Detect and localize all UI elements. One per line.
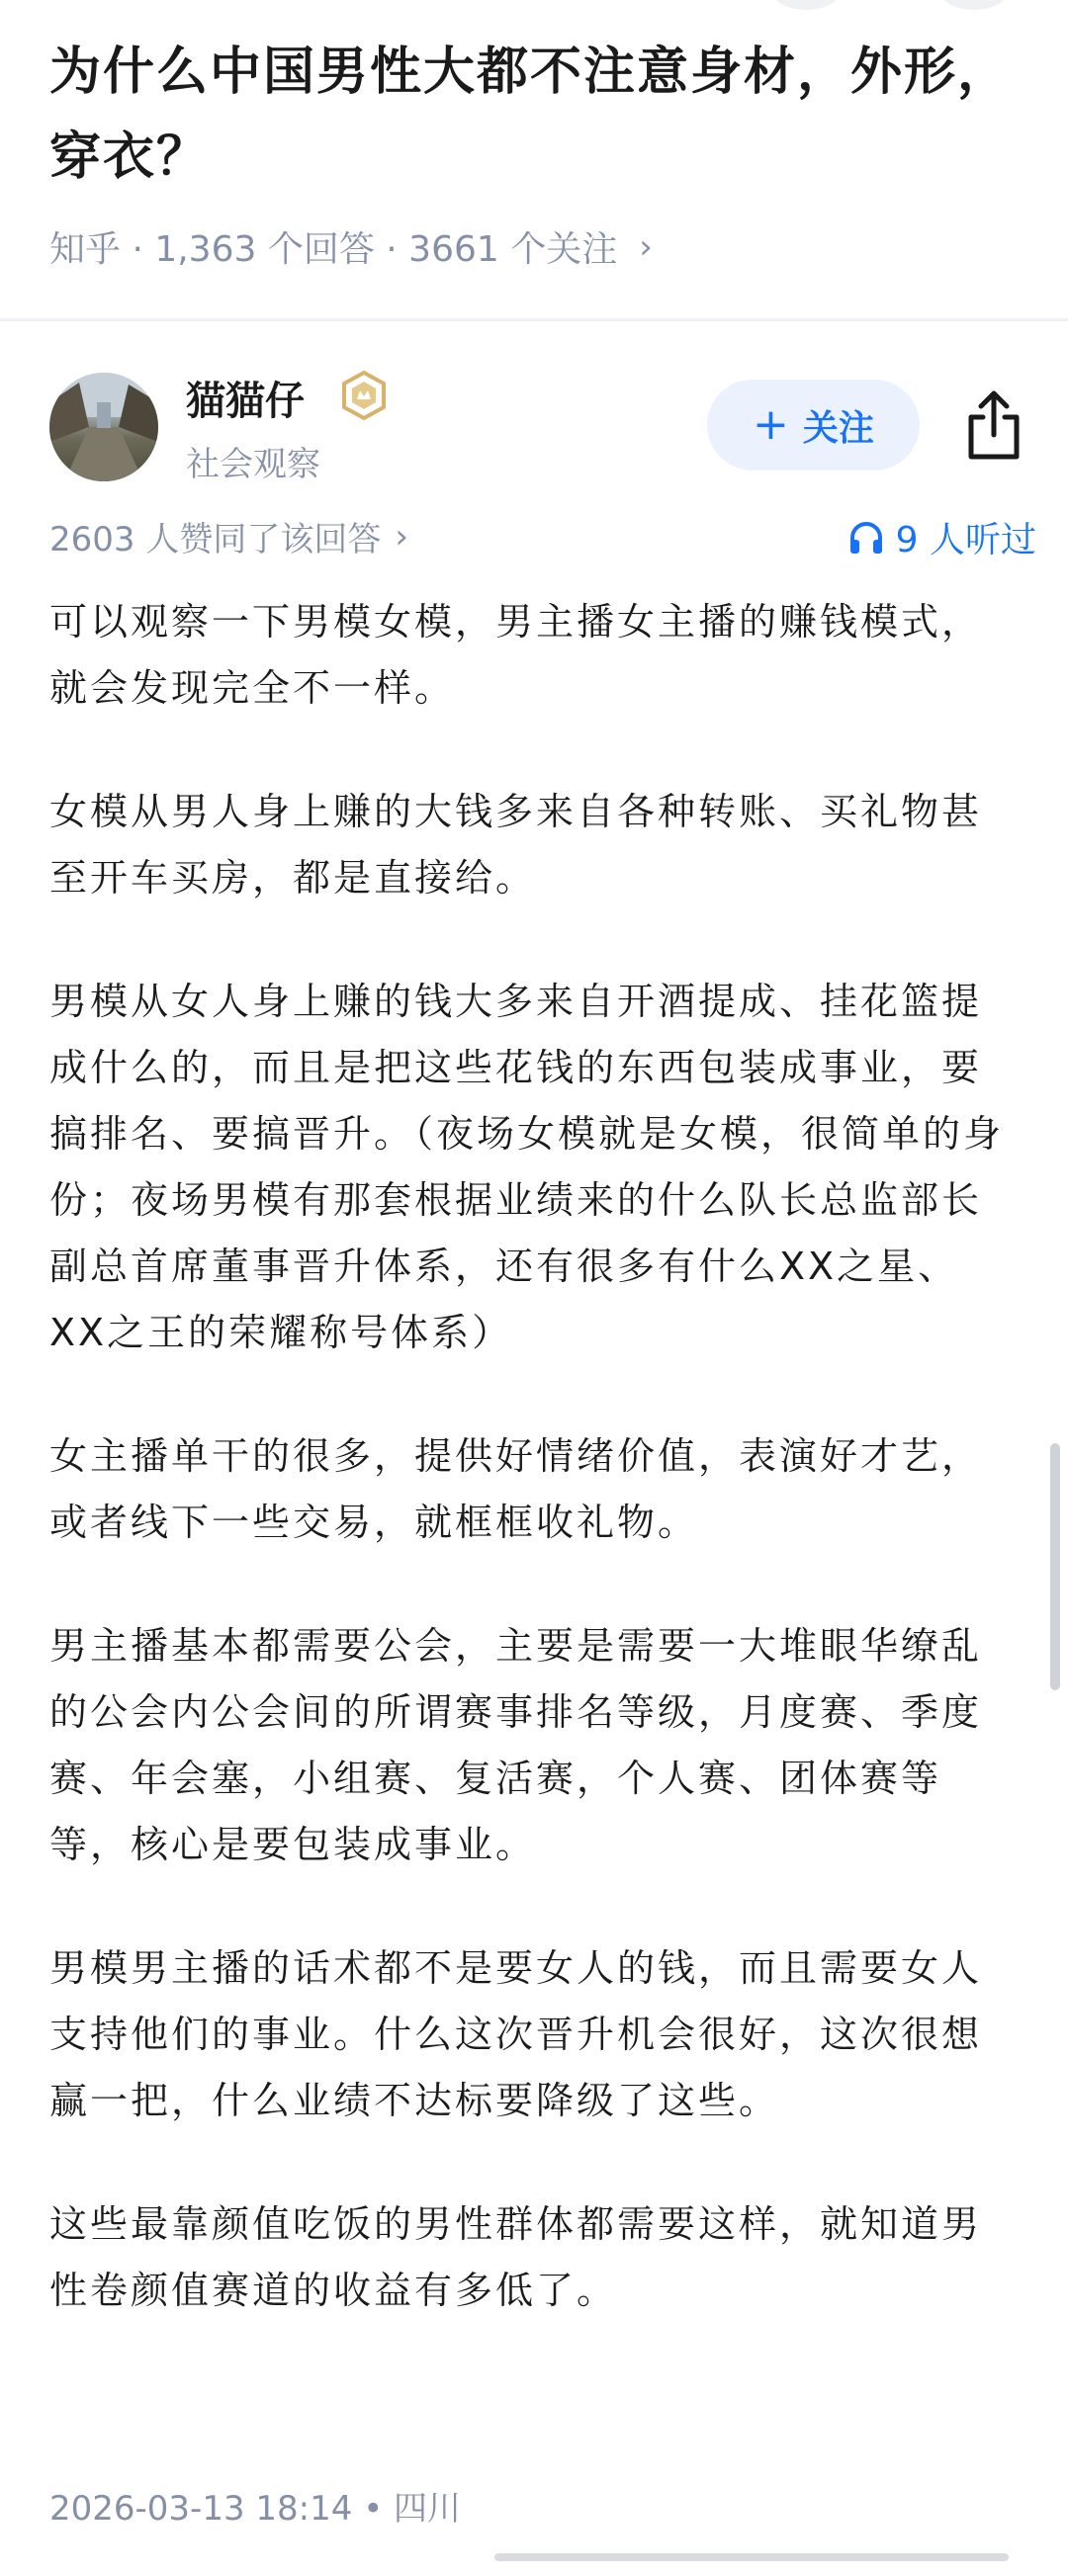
question-meta-text: 知乎 · 1,363 个回答 · 3661 个关注 (49, 229, 618, 270)
author-row (49, 368, 1019, 486)
avatar[interactable] (49, 373, 158, 481)
top-button-remnant (771, 0, 841, 10)
badge-icon (338, 370, 390, 421)
follow-label: 关注 (802, 407, 874, 449)
answer-timestamp: 2026-03-13 18:14 • 四川 (49, 2489, 462, 2529)
scrollbar[interactable] (1050, 1443, 1060, 1690)
listen-count: 9 人听过 (895, 520, 1036, 560)
question-title[interactable]: 为什么中国男性大都不注意身材，外形，穿衣？ (49, 43, 1012, 187)
chevron-right-icon: › (639, 226, 653, 267)
plus-icon: + (753, 399, 789, 450)
likes-count: 2603 人赞同了该回答 (49, 520, 382, 559)
question-header (49, 30, 1019, 272)
answer-paragraph: 可以观察一下男模女模，男主播女主播的赚钱模式，就会发现完全不一样。 (49, 600, 983, 710)
share-icon[interactable] (959, 387, 1028, 463)
question-meta[interactable] (49, 221, 1019, 272)
author-subtitle: 社会观察 (186, 445, 320, 484)
likes-row[interactable] (49, 512, 408, 560)
home-indicator (494, 2553, 1009, 2561)
answer-paragraph: 男模男主播的话术都不是要女人的钱，而且需要女人支持他们的事业。什么这次晋升机会很好，这次很想赢一把，什么业绩不达标要降级了这些。 (49, 1946, 983, 2122)
divider (0, 318, 1068, 321)
headphones-icon (846, 518, 886, 558)
answer-paragraph: 这些最靠颜值吃饭的男性群体都需要这样，就知道男性卷颜值赛道的收益有多低了。 (49, 2202, 983, 2312)
listen-button[interactable] (846, 512, 1036, 562)
top-button-remnant (939, 0, 1009, 10)
answer-paragraph: 女模从男人身上赚的大钱多来自各种转账、买礼物甚至开车买房，都是直接给。 (49, 790, 983, 900)
author-name[interactable]: 猫猫仔 (186, 379, 305, 424)
answer-stats (49, 512, 1036, 567)
answer-paragraph: 男主播基本都需要公会，主要是需要一大堆眼华缭乱的公会内公会间的所谓赛事排名等级，月度赛、季度赛、年会塞，小组赛、复活赛，个人赛、团体赛等等，核心是要包装成事业。 (49, 1624, 983, 1866)
follow-button[interactable] (707, 380, 920, 471)
avatar-image (49, 373, 158, 481)
answer-paragraph: 女主播单干的很多，提供好情绪价值，表演好才艺，或者线下一些交易，就框框收礼物。 (49, 1434, 983, 1544)
answer-content (49, 589, 1004, 2381)
chevron-right-icon: › (395, 516, 408, 557)
answer-paragraph: 男模从女人身上赚的钱大多来自开酒提成、挂花篮提成什么的，而且是把这些花钱的东西包装成事业，要搞排名、要搞晋升。（夜场女模就是女模，很简单的身份；夜场男模有那套根据业绩来的什么队长总监部长副总首席董事晋升体系，还有很多有什么XX之星、XX之王的荣耀称号体系） (49, 980, 1005, 1354)
